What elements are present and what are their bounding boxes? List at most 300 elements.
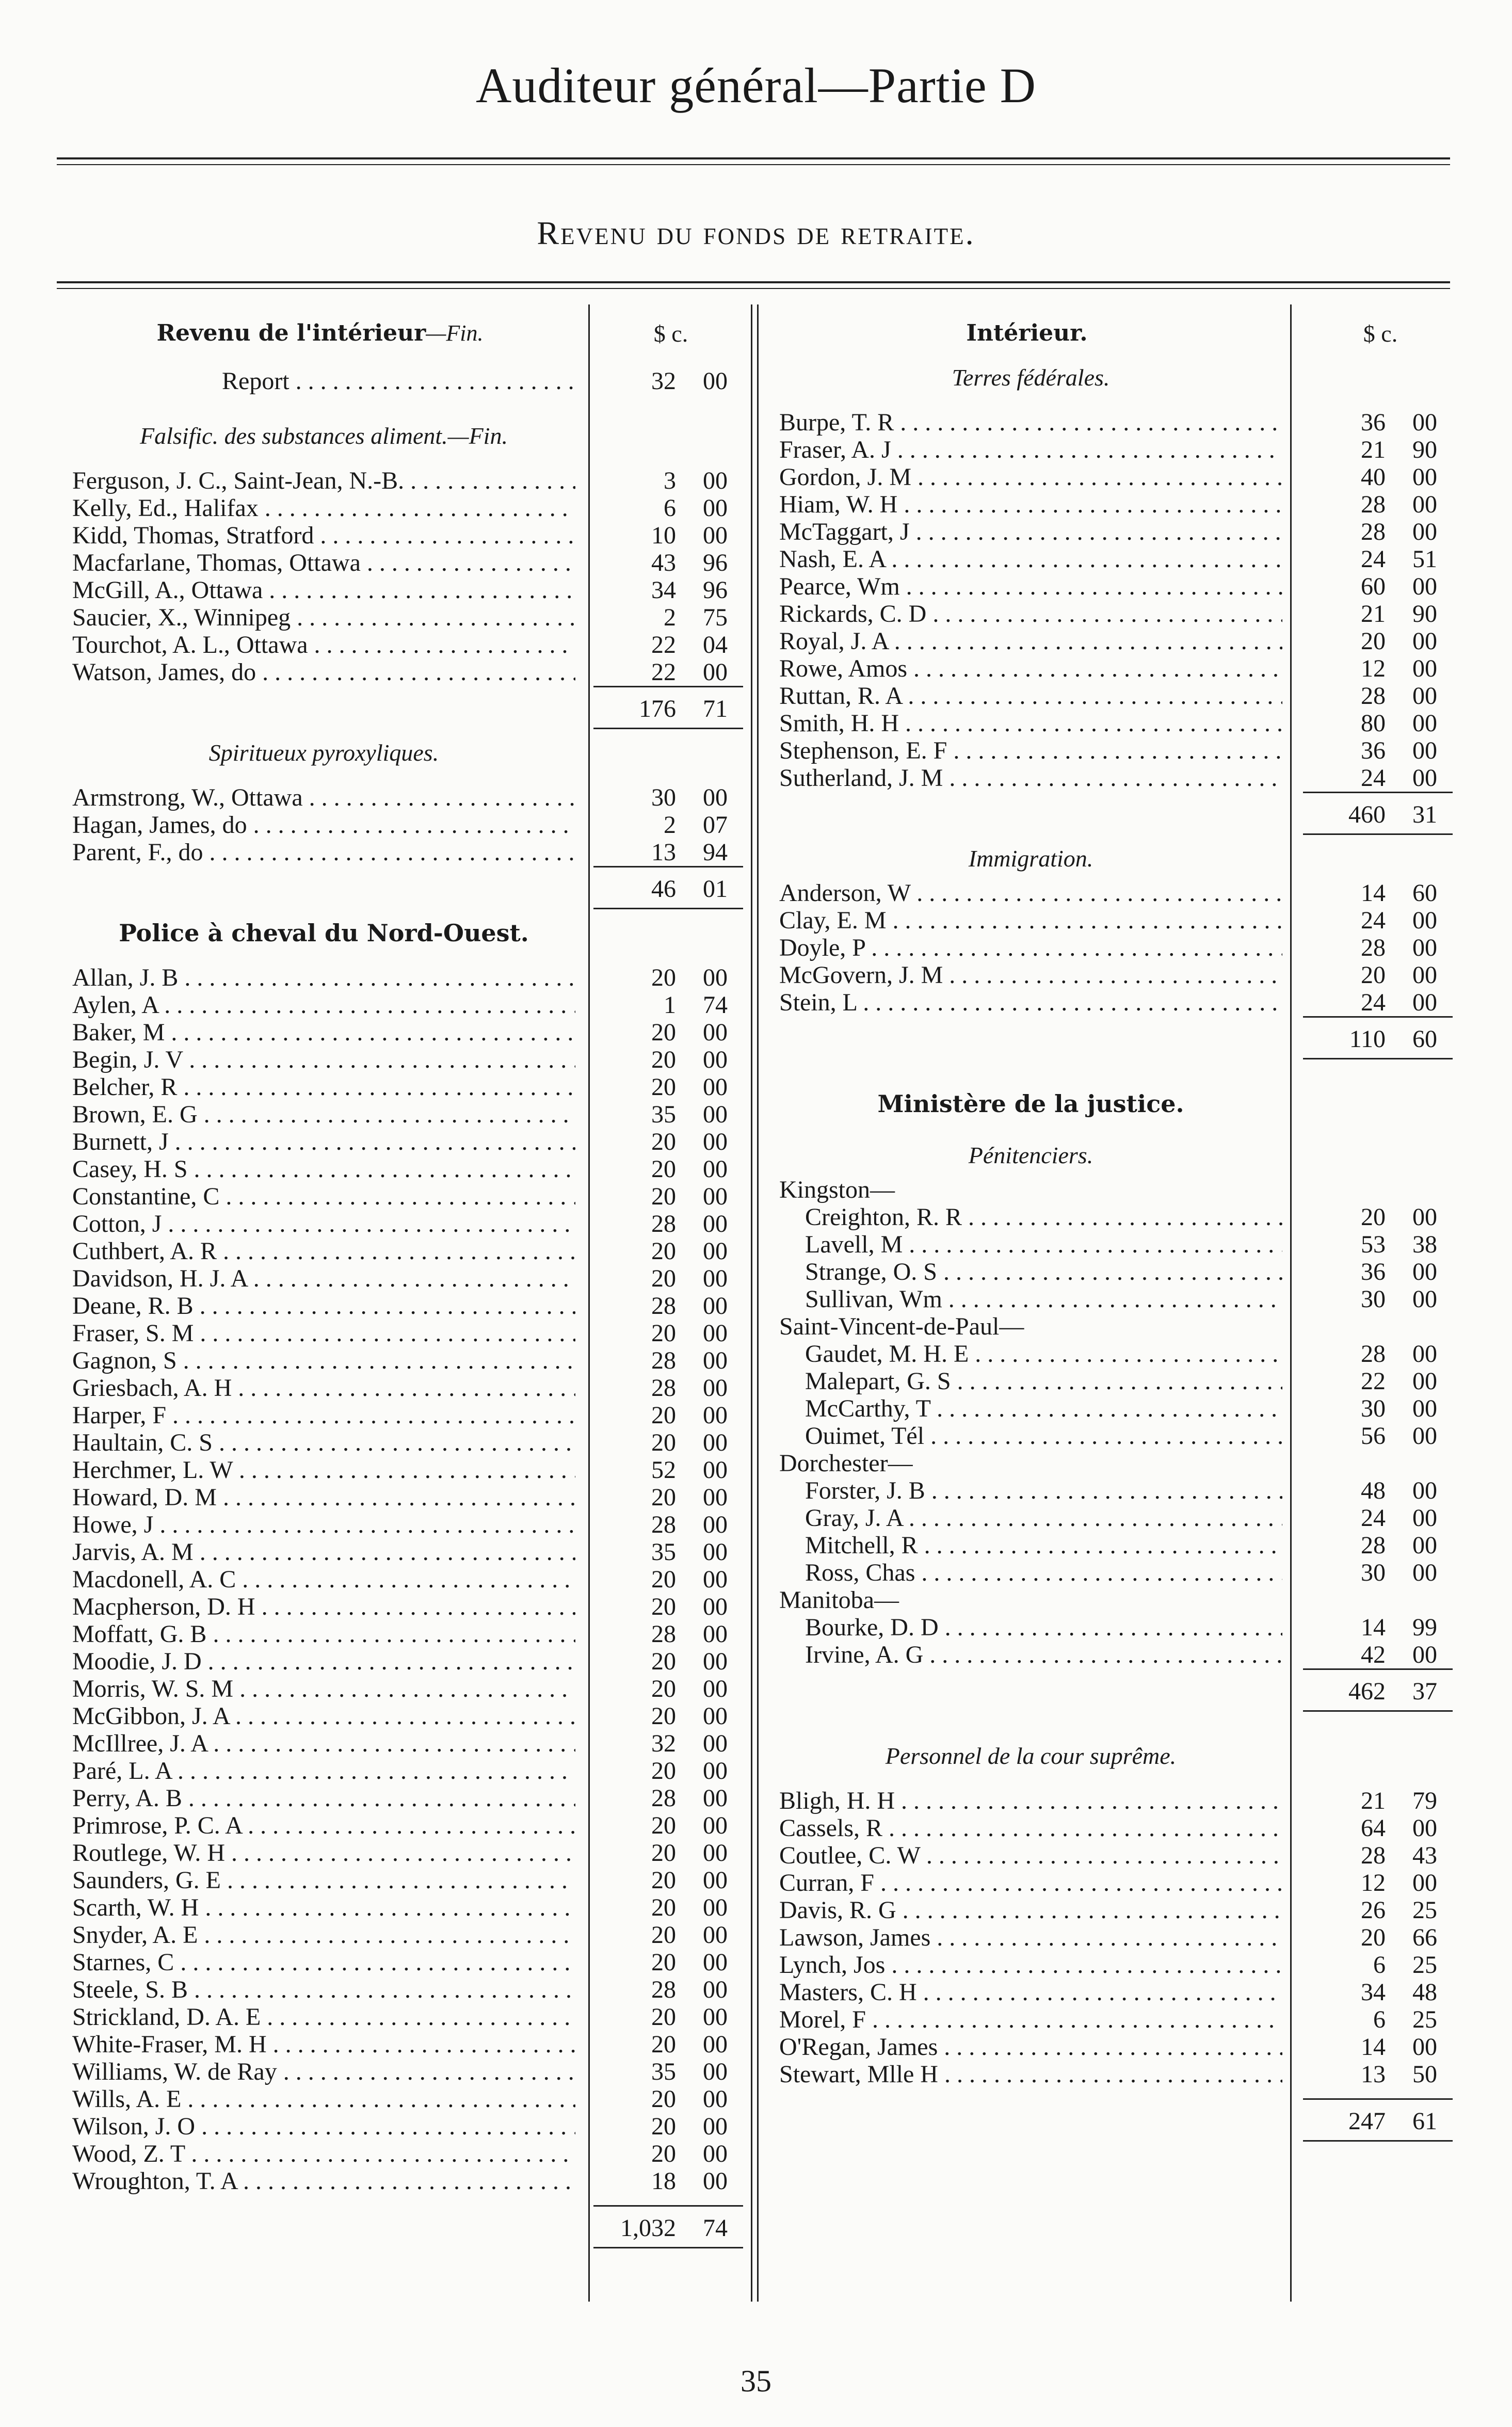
ledger-row <box>779 934 1453 961</box>
amount-cents: 00 <box>703 1402 728 1429</box>
payee-name: Stein, L . . . <box>779 989 1282 1016</box>
amount-cents: 00 <box>1412 655 1437 682</box>
ledger-row <box>72 1812 743 1839</box>
justice-title: Ministère de la justice. <box>877 1090 1184 1118</box>
amount-dollars: 20 <box>651 2031 676 2058</box>
payee-name: Mitchell, R . . . <box>805 1532 1282 1559</box>
penitenciers-total-dollars: 462 <box>1348 1678 1386 1705</box>
amount <box>1303 628 1437 655</box>
payee-name: Macpherson, D. H . . . <box>72 1593 575 1620</box>
amount-dollars: 20 <box>651 1894 676 1921</box>
payee-name: Paré, L. A . . . <box>72 1757 575 1785</box>
amount-dollars: 36 <box>1361 1258 1386 1285</box>
ledger-row <box>72 1347 743 1374</box>
falsific-list <box>72 467 743 686</box>
amount <box>593 839 728 866</box>
spiritueux-list <box>72 784 743 866</box>
amount-cents: 00 <box>703 1101 728 1128</box>
payee-name: Macdonell, A. C . . . <box>72 1566 575 1593</box>
amount <box>593 1812 728 1839</box>
amount-cents: 94 <box>703 839 728 866</box>
right-column <box>779 320 1453 2145</box>
amount <box>1303 1258 1437 1285</box>
payee-name: Wroughton, T. A . . . <box>72 2167 575 2195</box>
ledger-row <box>779 1951 1453 1979</box>
amount <box>1303 764 1437 792</box>
amount-cents: 04 <box>703 631 728 658</box>
amount <box>593 1155 728 1183</box>
amount-cents: 00 <box>1412 1340 1437 1368</box>
amount-dollars: 20 <box>651 1128 676 1155</box>
report-cents: 00 <box>703 367 728 395</box>
amount-cents: 90 <box>1412 600 1437 628</box>
payee-name: Armstrong, W., Ottawa . . . <box>72 784 575 811</box>
amount-dollars: 36 <box>1361 409 1386 436</box>
title-rule <box>57 157 1450 159</box>
amount-dollars: 20 <box>651 1019 676 1046</box>
amount-cents: 00 <box>703 1812 728 1839</box>
amount-dollars: 20 <box>651 1812 676 1839</box>
ledger-row <box>72 784 743 811</box>
amount-dollars: 20 <box>651 1046 676 1073</box>
payee-name: White-Fraser, M. H . . . <box>72 2031 575 2058</box>
amount-dollars: 28 <box>651 1292 676 1320</box>
immigration-total <box>779 1016 1453 1063</box>
payee-name: Parent, F., do . . . <box>72 839 575 866</box>
ledger-row <box>779 989 1453 1016</box>
amount <box>1303 463 1437 491</box>
amount <box>1303 989 1437 1016</box>
amount <box>1303 600 1437 628</box>
payee-name: Davis, R. G . . . <box>779 1896 1282 1924</box>
ledger-row <box>779 1979 1453 2006</box>
amount-dollars: 14 <box>1361 2033 1386 2061</box>
ledger-row <box>779 1258 1453 1285</box>
ledger-row <box>72 1538 743 1566</box>
amount <box>1303 879 1437 907</box>
ledger-row <box>72 1374 743 1402</box>
amount-cents: 00 <box>703 1347 728 1374</box>
ledger-row <box>779 655 1453 682</box>
amount-cents: 96 <box>703 576 728 604</box>
payee-name: Aylen, A . . . <box>72 991 575 1019</box>
amount <box>593 604 728 631</box>
amount-cents: 60 <box>1412 879 1437 907</box>
spiritueux-title: Spiritueux pyroxyliques. <box>208 740 439 766</box>
payee-name: Nash, E. A . . . <box>779 545 1282 573</box>
left-column <box>72 320 743 2252</box>
amount-cents: 00 <box>1412 1641 1437 1668</box>
amount-dollars: 20 <box>651 1429 676 1456</box>
amount-cents: 00 <box>1412 710 1437 737</box>
ledger-row <box>72 1648 743 1675</box>
payee-name: Anderson, W . . . <box>779 879 1282 907</box>
amount-dollars: 20 <box>651 1402 676 1429</box>
amount <box>593 1976 728 2003</box>
payee-name: McGovern, J. M . . . <box>779 961 1282 989</box>
subtitle-rule <box>57 281 1450 283</box>
amount-dollars: 35 <box>651 1101 676 1128</box>
immigration-total-cents: 60 <box>1412 1025 1437 1053</box>
amount <box>593 1347 728 1374</box>
payee-name: Primrose, P. C. A . . . <box>72 1812 575 1839</box>
amount <box>593 1620 728 1648</box>
amount-dollars: 20 <box>651 1593 676 1620</box>
amount-cents: 00 <box>703 1019 728 1046</box>
ledger-row <box>779 1504 1453 1532</box>
payee-name: Gray, J. A . . . <box>805 1504 1282 1532</box>
ledger-row <box>72 1976 743 2003</box>
immigration-title: Immigration. <box>968 845 1093 872</box>
amount-cents: 00 <box>703 1894 728 1921</box>
amount <box>593 1757 728 1785</box>
amount-dollars: 43 <box>651 549 676 576</box>
ledger-row <box>779 573 1453 600</box>
spiritueux-total <box>72 866 743 912</box>
amount-dollars: 6 <box>1373 2006 1386 2033</box>
amount <box>593 1101 728 1128</box>
dorchester-label-row <box>779 1450 1453 1477</box>
amount <box>593 1921 728 1949</box>
amount-cents: 00 <box>703 1237 728 1265</box>
payee-name: Routlege, W. H . . . <box>72 1839 575 1867</box>
payee-name: Creighton, R. R . . . <box>805 1203 1282 1231</box>
amount-dollars: 12 <box>1361 655 1386 682</box>
amount-dollars: 20 <box>1361 1924 1386 1951</box>
amount-dollars: 22 <box>651 631 676 658</box>
amount-dollars: 28 <box>1361 682 1386 710</box>
ledger-row <box>72 1210 743 1237</box>
stvincent-list <box>779 1340 1453 1450</box>
payee-name: Pearce, Wm . . . <box>779 573 1282 600</box>
title-rule-thin <box>57 164 1450 165</box>
amount-cents: 43 <box>1412 1842 1437 1869</box>
amount <box>593 494 728 522</box>
amount-dollars: 24 <box>1361 907 1386 934</box>
payee-name: Moffatt, G. B . . . <box>72 1620 575 1648</box>
ledger-row <box>72 1019 743 1046</box>
ledger-row <box>779 1340 1453 1368</box>
amount <box>593 631 728 658</box>
dorchester-label: Dorchester— <box>779 1450 913 1477</box>
payee-name: Gordon, J. M . . . <box>779 463 1282 491</box>
amount-cents: 00 <box>1412 737 1437 764</box>
amount-dollars: 53 <box>1361 1231 1386 1258</box>
amount-cents: 00 <box>703 1702 728 1730</box>
ledger-row <box>72 1183 743 1210</box>
amount-dollars: 20 <box>651 1675 676 1702</box>
ledger-row <box>779 907 1453 934</box>
payee-name: Saucier, X., Winnipeg . . . <box>72 604 575 631</box>
amount-cents: 00 <box>1412 518 1437 545</box>
amount-cents: 00 <box>703 1046 728 1073</box>
ledger-row <box>72 1511 743 1538</box>
stvincent-label: Saint-Vincent-de-Paul— <box>779 1313 1024 1340</box>
amount-cents: 00 <box>703 1210 728 1237</box>
manitoba-label: Manitoba— <box>779 1586 899 1614</box>
amount-dollars: 28 <box>1361 1340 1386 1368</box>
report-dollars: 32 <box>651 367 676 395</box>
amount-dollars: 56 <box>1361 1422 1386 1450</box>
payee-name: Allan, J. B . . . <box>72 964 575 991</box>
amount-dollars: 20 <box>651 1757 676 1785</box>
amount <box>593 2085 728 2113</box>
ledger-row <box>72 1101 743 1128</box>
amount <box>1303 655 1437 682</box>
ledger-row <box>72 1292 743 1320</box>
payee-name: Ouimet, Tél . . . <box>805 1422 1282 1450</box>
ledger-row <box>72 2167 743 2195</box>
amount <box>1303 409 1437 436</box>
amount <box>593 784 728 811</box>
ledger-row <box>72 811 743 839</box>
payee-name: Stewart, Mlle H . . . <box>779 2061 1282 2088</box>
amount-dollars: 21 <box>1361 1787 1386 1814</box>
payee-name: Cassels, R . . . <box>779 1814 1282 1842</box>
amount-cents: 25 <box>1412 1951 1437 1979</box>
amount <box>1303 2006 1437 2033</box>
amount <box>593 1073 728 1101</box>
amount-dollars: 20 <box>651 1839 676 1867</box>
payee-name: Davidson, H. J. A . . . <box>72 1265 575 1292</box>
amount-cents: 00 <box>1412 764 1437 792</box>
ledger-row <box>72 1702 743 1730</box>
ledger-row <box>779 764 1453 792</box>
ledger-row <box>779 545 1453 573</box>
ledger-row <box>72 1456 743 1484</box>
amount-cents: 00 <box>703 1921 728 1949</box>
payee-name: Fraser, A. J . . . <box>779 436 1282 463</box>
ledger-row <box>72 1757 743 1785</box>
amount <box>1303 1340 1437 1368</box>
amount <box>593 1867 728 1894</box>
amount <box>1303 1979 1437 2006</box>
amount-cents: 00 <box>703 1730 728 1757</box>
payee-name: Constantine, C . . . <box>72 1183 575 1210</box>
cour-title: Personnel de la cour suprême. <box>885 1743 1177 1769</box>
ledger-row <box>72 1073 743 1101</box>
payee-name: Doyle, P . . . <box>779 934 1282 961</box>
ledger-row <box>779 1532 1453 1559</box>
ledger-row <box>779 879 1453 907</box>
ledger-row <box>72 494 743 522</box>
amount-dollars: 48 <box>1361 1477 1386 1504</box>
amount <box>1303 1504 1437 1532</box>
amount-dollars: 24 <box>1361 1504 1386 1532</box>
amount-cents: 00 <box>1412 934 1437 961</box>
amount <box>1303 1422 1437 1450</box>
amount-cents: 00 <box>1412 1532 1437 1559</box>
ledger-row <box>779 1477 1453 1504</box>
amount <box>1303 1924 1437 1951</box>
amount <box>1303 573 1437 600</box>
ledger-row <box>779 682 1453 710</box>
payee-name: Ruttan, R. A . . . <box>779 682 1282 710</box>
ledger-row <box>72 2031 743 2058</box>
payee-name: Macfarlane, Thomas, Ottawa . . . <box>72 549 575 576</box>
ledger-row <box>779 518 1453 545</box>
terres-title: Terres fédérales. <box>952 364 1110 391</box>
kingston-list <box>779 1203 1453 1313</box>
cour-total-dollars: 247 <box>1348 2108 1386 2135</box>
amount-dollars: 28 <box>651 1976 676 2003</box>
amount-cents: 00 <box>1412 1203 1437 1231</box>
amount-cents: 00 <box>703 1867 728 1894</box>
amount <box>593 549 728 576</box>
page-number: 35 <box>741 2364 771 2398</box>
amount <box>593 2113 728 2140</box>
ledger-row <box>779 491 1453 518</box>
amount-dollars: 34 <box>651 576 676 604</box>
payee-name: Griesbach, A. H . . . <box>72 1374 575 1402</box>
amount <box>593 2140 728 2167</box>
terres-total <box>779 792 1453 838</box>
amount <box>593 811 728 839</box>
ledger-row <box>779 1787 1453 1814</box>
amount-dollars: 24 <box>1361 764 1386 792</box>
amount-cents: 00 <box>703 1566 728 1593</box>
amount-cents: 00 <box>703 658 728 686</box>
cour-list <box>779 1787 1453 2088</box>
ledger-row <box>779 961 1453 989</box>
ledger-row <box>72 1484 743 1511</box>
payee-name: Jarvis, A. M . . . <box>72 1538 575 1566</box>
amount-cents: 00 <box>703 1620 728 1648</box>
amount <box>593 1730 728 1757</box>
page-title: Auditeur général—Partie D <box>476 58 1036 113</box>
amount <box>593 1702 728 1730</box>
payee-name: Cuthbert, A. R . . . <box>72 1237 575 1265</box>
penitenciers-title: Pénitenciers. <box>968 1142 1093 1168</box>
payee-name: Gaudet, M. H. E . . . <box>805 1340 1282 1368</box>
amount-cents: 00 <box>703 1648 728 1675</box>
ledger-row <box>779 1924 1453 1951</box>
report-row <box>72 367 743 395</box>
amount-cents: 00 <box>1412 961 1437 989</box>
amount-dollars: 22 <box>1361 1368 1386 1395</box>
police-list <box>72 964 743 2195</box>
amount-cents: 00 <box>703 1757 728 1785</box>
amount-dollars: 26 <box>1361 1896 1386 1924</box>
amount-cents: 50 <box>1412 2061 1437 2088</box>
amount-cents: 07 <box>703 811 728 839</box>
amount <box>1303 1842 1437 1869</box>
amount-dollars: 52 <box>651 1456 676 1484</box>
amount-dollars: 20 <box>651 1265 676 1292</box>
payee-name: Bligh, H. H . . . <box>779 1787 1282 1814</box>
ledger-row <box>72 1237 743 1265</box>
amount-cents: 00 <box>1412 1422 1437 1450</box>
amount-cents: 00 <box>703 494 728 522</box>
ledger-row <box>72 1785 743 1812</box>
payee-name: Smith, H. H . . . <box>779 710 1282 737</box>
amount-cents: 00 <box>703 1292 728 1320</box>
spiritueux-total-cents: 01 <box>703 875 728 903</box>
payee-name: Bourke, D. D . . . <box>805 1614 1282 1641</box>
amount-dollars: 28 <box>1361 934 1386 961</box>
falsific-total <box>72 686 743 732</box>
amount <box>1303 1896 1437 1924</box>
amount-dollars: 22 <box>651 658 676 686</box>
payee-name: Brown, E. G . . . <box>72 1101 575 1128</box>
amount-cents: 48 <box>1412 1979 1437 2006</box>
left-heading-suffix: —Fin. <box>426 320 484 346</box>
payee-name: Lawson, James . . . <box>779 1924 1282 1951</box>
ledger-row <box>72 2113 743 2140</box>
amount-dollars: 20 <box>651 1183 676 1210</box>
amount-dollars: 24 <box>1361 545 1386 573</box>
amount-cents: 00 <box>1412 907 1437 934</box>
payee-name: Perry, A. B . . . <box>72 1785 575 1812</box>
ledger-row <box>72 604 743 631</box>
stvincent-label-row <box>779 1313 1453 1340</box>
left-heading: Revenu de l'intérieur <box>156 320 426 346</box>
amount-dollars: 6 <box>664 494 676 522</box>
payee-name: Irvine, A. G . . . <box>805 1641 1282 1668</box>
amount <box>1303 491 1437 518</box>
amount-dollars: 2 <box>664 604 676 631</box>
amount-dollars: 32 <box>651 1730 676 1757</box>
ledger-row <box>779 628 1453 655</box>
amount-dollars: 20 <box>1361 1203 1386 1231</box>
payee-name: McTaggart, J . . . <box>779 518 1282 545</box>
amount-cents: 99 <box>1412 1614 1437 1641</box>
amount-dollars: 30 <box>651 784 676 811</box>
payee-name: Burpe, T. R . . . <box>779 409 1282 436</box>
amount <box>593 1429 728 1456</box>
amount <box>593 1402 728 1429</box>
amount <box>593 1566 728 1593</box>
terres-list <box>779 409 1453 792</box>
amount <box>593 1648 728 1675</box>
amount-dollars: 24 <box>1361 989 1386 1016</box>
amount-dollars: 20 <box>1361 961 1386 989</box>
payee-name: Begin, J. V . . . <box>72 1046 575 1073</box>
amount-cents: 25 <box>1412 1896 1437 1924</box>
amount <box>1303 1395 1437 1422</box>
amount <box>1303 682 1437 710</box>
penitenciers-total-cents: 37 <box>1412 1678 1437 1705</box>
ledger-row <box>72 549 743 576</box>
manitoba-list <box>779 1614 1453 1668</box>
ledger-row <box>72 576 743 604</box>
police-total-cents: 74 <box>703 2214 728 2242</box>
payee-name: Morel, F . . . <box>779 2006 1282 2033</box>
amount-cents: 00 <box>703 1593 728 1620</box>
amount-cents: 00 <box>1412 2033 1437 2061</box>
amount-cents: 00 <box>703 1456 728 1484</box>
payee-name: Cotton, J . . . <box>72 1210 575 1237</box>
amount-cents: 00 <box>703 1320 728 1347</box>
payee-name: Rowe, Amos . . . <box>779 655 1282 682</box>
payee-name: Stephenson, E. F . . . <box>779 737 1282 764</box>
ledger-row <box>779 1814 1453 1842</box>
amount <box>593 1320 728 1347</box>
amount-dollars: 36 <box>1361 737 1386 764</box>
ledger-row <box>779 1559 1453 1586</box>
ledger-row <box>779 2033 1453 2061</box>
ledger-row <box>72 1402 743 1429</box>
amount <box>593 1210 728 1237</box>
amount-cents: 96 <box>703 549 728 576</box>
amount-dollars: 20 <box>651 1702 676 1730</box>
amount-dollars: 60 <box>1361 573 1386 600</box>
police-title: Police à cheval du Nord-Ouest. <box>119 919 529 947</box>
amount-cents: 00 <box>1412 1814 1437 1842</box>
ledger-row <box>72 2058 743 2085</box>
amount-cents: 00 <box>1412 1559 1437 1586</box>
payee-name: Belcher, R . . . <box>72 1073 575 1101</box>
